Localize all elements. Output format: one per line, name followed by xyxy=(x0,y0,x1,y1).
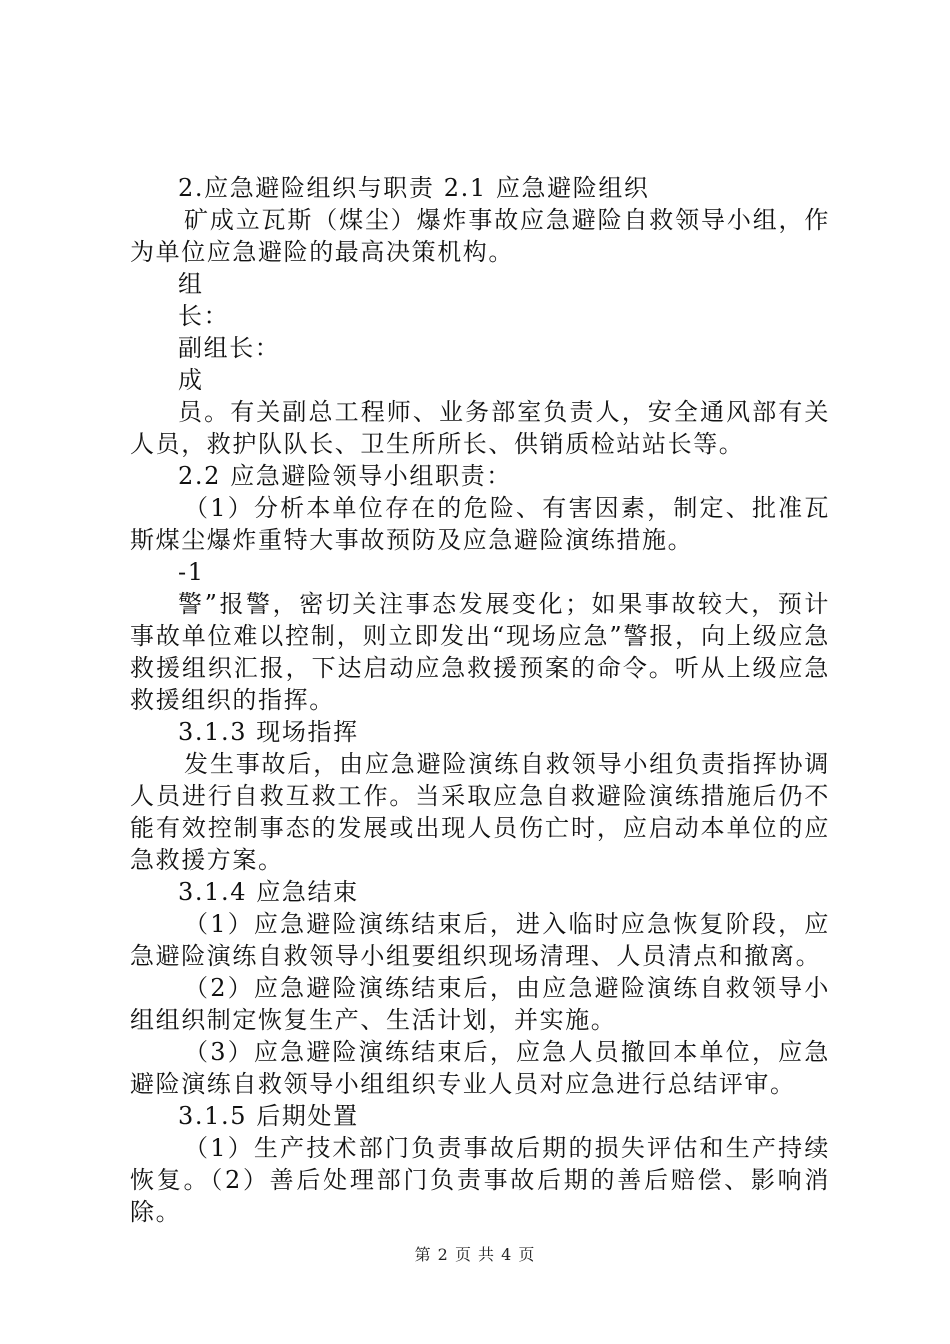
label-deputy-leader: 副组长： xyxy=(178,334,281,362)
label-members-part1: 成 xyxy=(178,366,204,394)
section-heading-2-2: 2.2 应急避险领导小组职责： xyxy=(178,462,512,490)
paragraph-members: 员。有关副总工程师、业务部室负责人，安全通风部有关人员，救护队队长、卫生所所长、供销质检站站长等。 xyxy=(130,398,830,458)
paragraph-duty-1: （1）分析本单位存在的危险、有害因素，制定、批准瓦斯煤尘爆炸重特大事故预防及应急避险演练措施。 xyxy=(130,494,830,554)
document-body xyxy=(130,172,830,1228)
paragraph-alarm: 警”报警，密切关注事态发展变化；如果事故较大，预计事故单位难以控制，则立即发出“现场应急”警报，向上级应急救援组织汇报，下达启动应急救援预案的命令。听从上级应急救援组织的指挥。 xyxy=(130,590,830,714)
label-leader-part1: 组 xyxy=(178,270,204,298)
page-break-marker: -1 xyxy=(178,558,205,586)
section-heading-3-1-5: 3.1.5 后期处置 xyxy=(178,1102,359,1130)
paragraph-aftermath: （1）生产技术部门负责事故后期的损失评估和生产持续恢复。（2）善后处理部门负责事故后期的善后赔偿、影响消除。 xyxy=(130,1134,830,1226)
paragraph-organization: 矿成立瓦斯（煤尘）爆炸事故应急避险自救领导小组，作为单位应急避险的最高决策机构。 xyxy=(130,206,830,266)
paragraph-end-1: （1）应急避险演练结束后，进入临时应急恢复阶段，应急避险演练自救领导小组要组织现场清理、人员清点和撤离。 xyxy=(130,910,830,970)
paragraph-onsite-command: 发生事故后，由应急避险演练自救领导小组负责指挥协调人员进行自救互救工作。当采取应急自救避险演练措施后仍不能有效控制事态的发展或出现人员伤亡时，应启动本单位的应急救援方案。 xyxy=(130,750,830,874)
section-heading-3-1-4: 3.1.4 应急结束 xyxy=(178,878,359,906)
section-heading-2: 2.应急避险组织与职责 2.1 应急避险组织 xyxy=(178,174,650,202)
paragraph-end-3: （3）应急避险演练结束后，应急人员撤回本单位，应急避险演练自救领导小组组织专业人员对应急进行总结评审。 xyxy=(130,1038,830,1098)
page-number-footer: 第 2 页 共 4 页 xyxy=(414,1245,536,1264)
section-heading-3-1-3: 3.1.3 现场指挥 xyxy=(178,718,359,746)
label-leader-part2: 长： xyxy=(178,302,230,330)
paragraph-end-2: （2）应急避险演练结束后，由应急避险演练自救领导小组组织制定恢复生产、生活计划，并实施。 xyxy=(130,974,830,1034)
